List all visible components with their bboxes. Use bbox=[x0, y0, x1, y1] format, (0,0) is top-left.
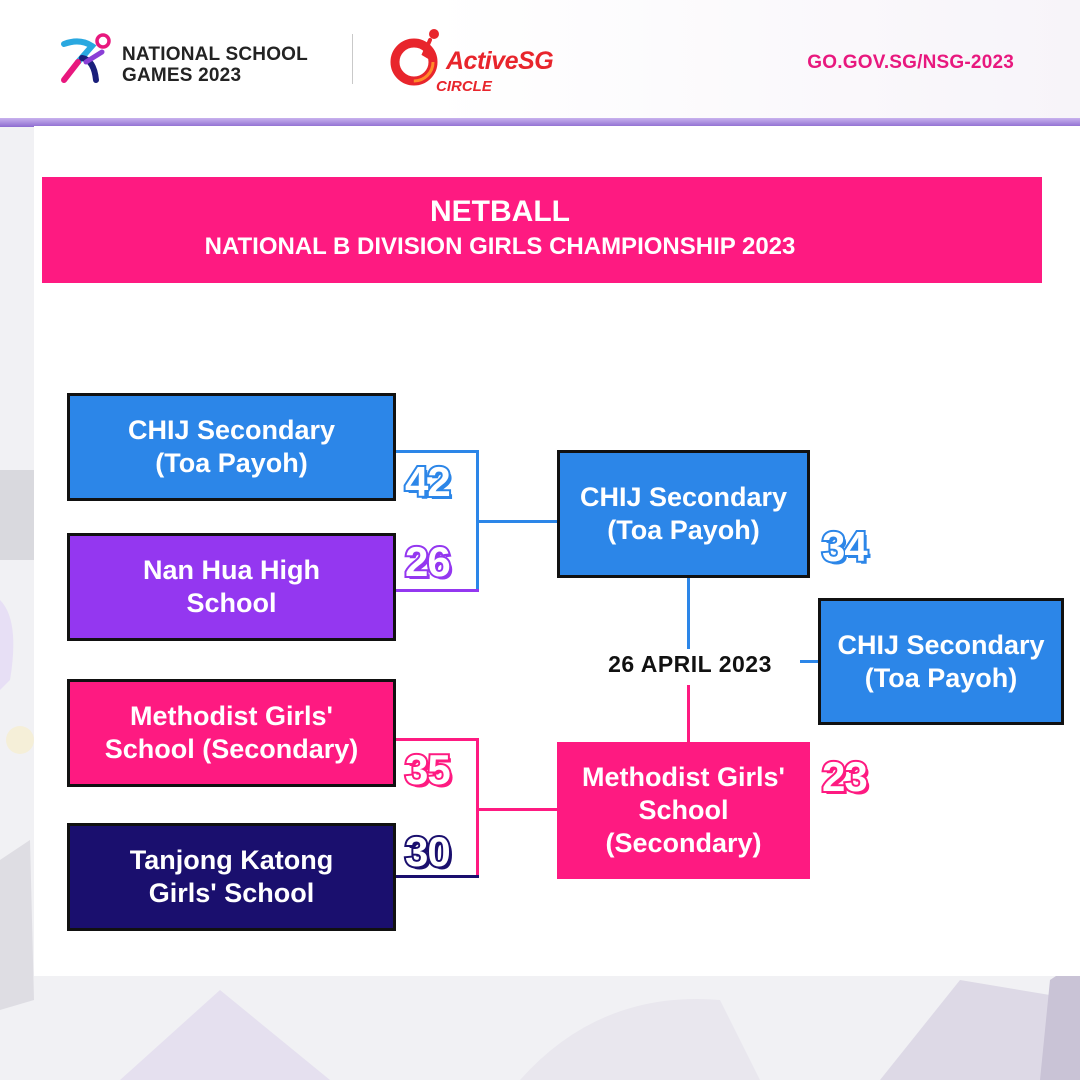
team-score: 30 bbox=[405, 828, 450, 875]
team-box bbox=[67, 533, 396, 641]
team-box bbox=[67, 823, 396, 931]
team-box bbox=[557, 450, 810, 578]
team-box bbox=[557, 742, 810, 879]
activesg-circle-label: CIRCLE bbox=[436, 78, 492, 95]
team-name: Methodist Girls' School (Secondary) bbox=[582, 762, 785, 858]
connector-line bbox=[396, 875, 479, 878]
team-name: Tanjong Katong Girls' School bbox=[129, 845, 334, 908]
team-name: Methodist Girls' School (Secondary) bbox=[104, 701, 359, 764]
champion-name: CHIJ Secondary (Toa Payoh) bbox=[837, 629, 1045, 693]
team-box bbox=[67, 393, 396, 501]
team-name: CHIJ Secondary (Toa Payoh) bbox=[579, 482, 788, 545]
sport-title: NETBALL bbox=[430, 195, 570, 228]
team-score: 42 bbox=[405, 458, 450, 505]
nsg-line1: NATIONAL SCHOOL bbox=[122, 44, 308, 65]
team-score: 34 bbox=[822, 523, 867, 570]
connector-line bbox=[687, 577, 690, 649]
team-box bbox=[67, 679, 396, 787]
team-score: 26 bbox=[405, 538, 450, 585]
event-url[interactable]: GO.GOV.SG/NSG-2023 bbox=[807, 52, 1014, 73]
final-date: 26 APRIL 2023 bbox=[580, 651, 800, 678]
connector-line bbox=[396, 738, 478, 741]
connector-line bbox=[478, 808, 558, 811]
connector-line bbox=[396, 450, 478, 453]
connector-line bbox=[687, 685, 690, 743]
connector-line bbox=[396, 589, 479, 592]
team-name: CHIJ Secondary (Toa Payoh) bbox=[127, 415, 336, 478]
championship-subtitle: NATIONAL B DIVISION GIRLS CHAMPIONSHIP 2023 bbox=[204, 233, 796, 260]
connector-line bbox=[478, 520, 558, 523]
connector-line bbox=[800, 660, 819, 663]
team-score: 35 bbox=[405, 746, 450, 793]
activesg-wordmark: ActiveSG bbox=[446, 47, 554, 75]
header-divider bbox=[352, 34, 353, 84]
title-block bbox=[0, 196, 1000, 261]
nsg-logo-icon bbox=[56, 32, 116, 86]
nsg-line2: GAMES 2023 bbox=[122, 65, 242, 86]
champion-box bbox=[818, 598, 1064, 725]
nsg-wordmark bbox=[122, 44, 308, 86]
team-name: Nan Hua High School bbox=[142, 555, 320, 618]
team-score: 23 bbox=[822, 753, 867, 800]
